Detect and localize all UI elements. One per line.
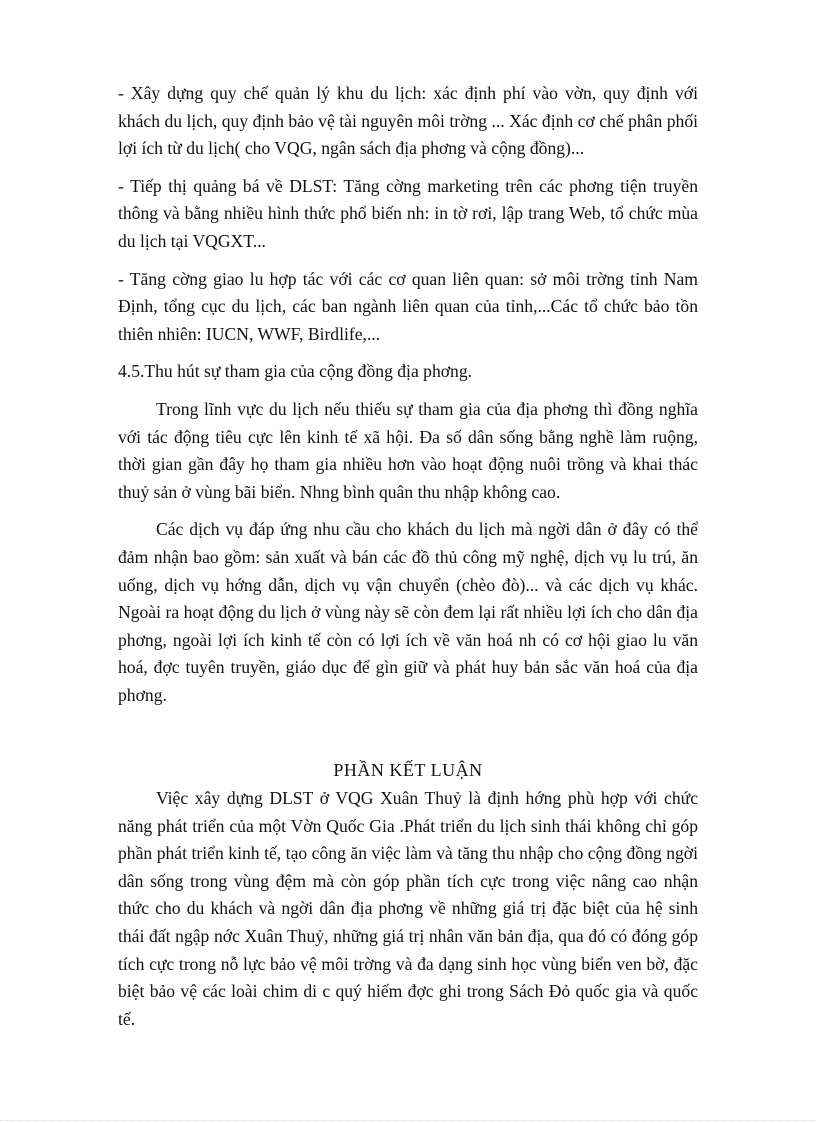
- paragraph-management-rules: - Xây dựng quy chế quản lý khu du lịch: xác định phí vào vờn, quy định với khách du lịch, quy định bảo vệ tài nguyên môi trờng ... Xác định cơ chế phân phối lợi ích từ du lịch( cho VQG, ngân sách địa phơng và cộng đồng)...: [118, 83, 698, 159]
- conclusion-title: PHẦN KẾT LUẬN: [333, 760, 483, 781]
- paragraph-community-participation: Trong lĩnh vực du lịch nếu thiếu sự tham gia của địa phơng thì đồng nghĩa với tác động tiêu cực lên kinh tế xã hội. Đa số dân sống bằng nghề làm ruộng, thời gian gần đây họ tham gia nhiều hơn vào hoạt động nuôi trồng và khai thác thuỷ sản ở vùng bãi biển. Nhng bình quân thu nhập không cao.: [118, 398, 698, 502]
- paragraph-cooperation: - Tăng cờng giao lu hợp tác với các cơ quan liên quan: sở môi trờng tỉnh Nam Định, tổng cục du lịch, các ban ngành liên quan của tỉnh,...Các tổ chức bảo tồn thiên nhiên: IUCN, WWF, Birdlife,...: [118, 268, 698, 344]
- section-heading-4-5: 4.5.Thu hút sự tham gia của cộng đồng địa phơng.: [118, 361, 473, 382]
- document-page: [118, 80, 698, 1033]
- conclusion-paragraph: Việc xây dựng DLST ở VQG Xuân Thuỷ là định hớng phù hợp với chức năng phát triển của một Vờn Quốc Gia .Phát triển du lịch sinh thái không chỉ góp phần phát triển kinh tế, tạo công ăn việc làm và tăng thu nhập cho cộng đồng ngời dân sống trong vùng đệm mà còn góp phần tích cực trong việc nâng cao nhận thức cho du khách và ngời dân địa phơng về những giá trị đặc biệt của hệ sinh thái đất ngập nớc Xuân Thuỷ, những giá trị nhân văn bản địa, qua đó có đóng góp tích cực trong nỗ lực bảo vệ môi trờng và đa dạng sinh học vùng biển ven bờ, đặc biệt bảo vệ các loài chim di c quý hiếm đợc ghi trong Sách Đỏ quốc gia và quốc tế.: [118, 788, 698, 1029]
- page-bottom-divider: [0, 1120, 816, 1121]
- paragraph-marketing: - Tiếp thị quảng bá về DLST: Tăng cờng marketing trên các phơng tiện truyền thông và bằng nhiều hình thức phổ biến nh: in tờ rơi, lập trang Web, tổ chức mùa du lịch tại VQGXT...: [118, 175, 698, 251]
- paragraph-local-services: Các dịch vụ đáp ứng nhu cầu cho khách du lịch mà ngời dân ở đây có thể đảm nhận bao gồm: sản xuất và bán các đồ thủ công mỹ nghệ, dịch vụ lu trú, ăn uống, dịch vụ hớng dẫn, dịch vụ vận chuyển (chèo đò)... và các dịch vụ khác. Ngoài ra hoạt động du lịch ở vùng này sẽ còn đem lại rất nhiều lợi ích cho dân địa phơng, ngoài lợi ích kinh tế còn có lợi ích về văn hoá nh có cơ hội giao lu văn hoá, đợc tuyên truyền, giáo dục để gìn giữ và phát huy bản sắc văn hoá của địa phơng.: [118, 519, 698, 705]
